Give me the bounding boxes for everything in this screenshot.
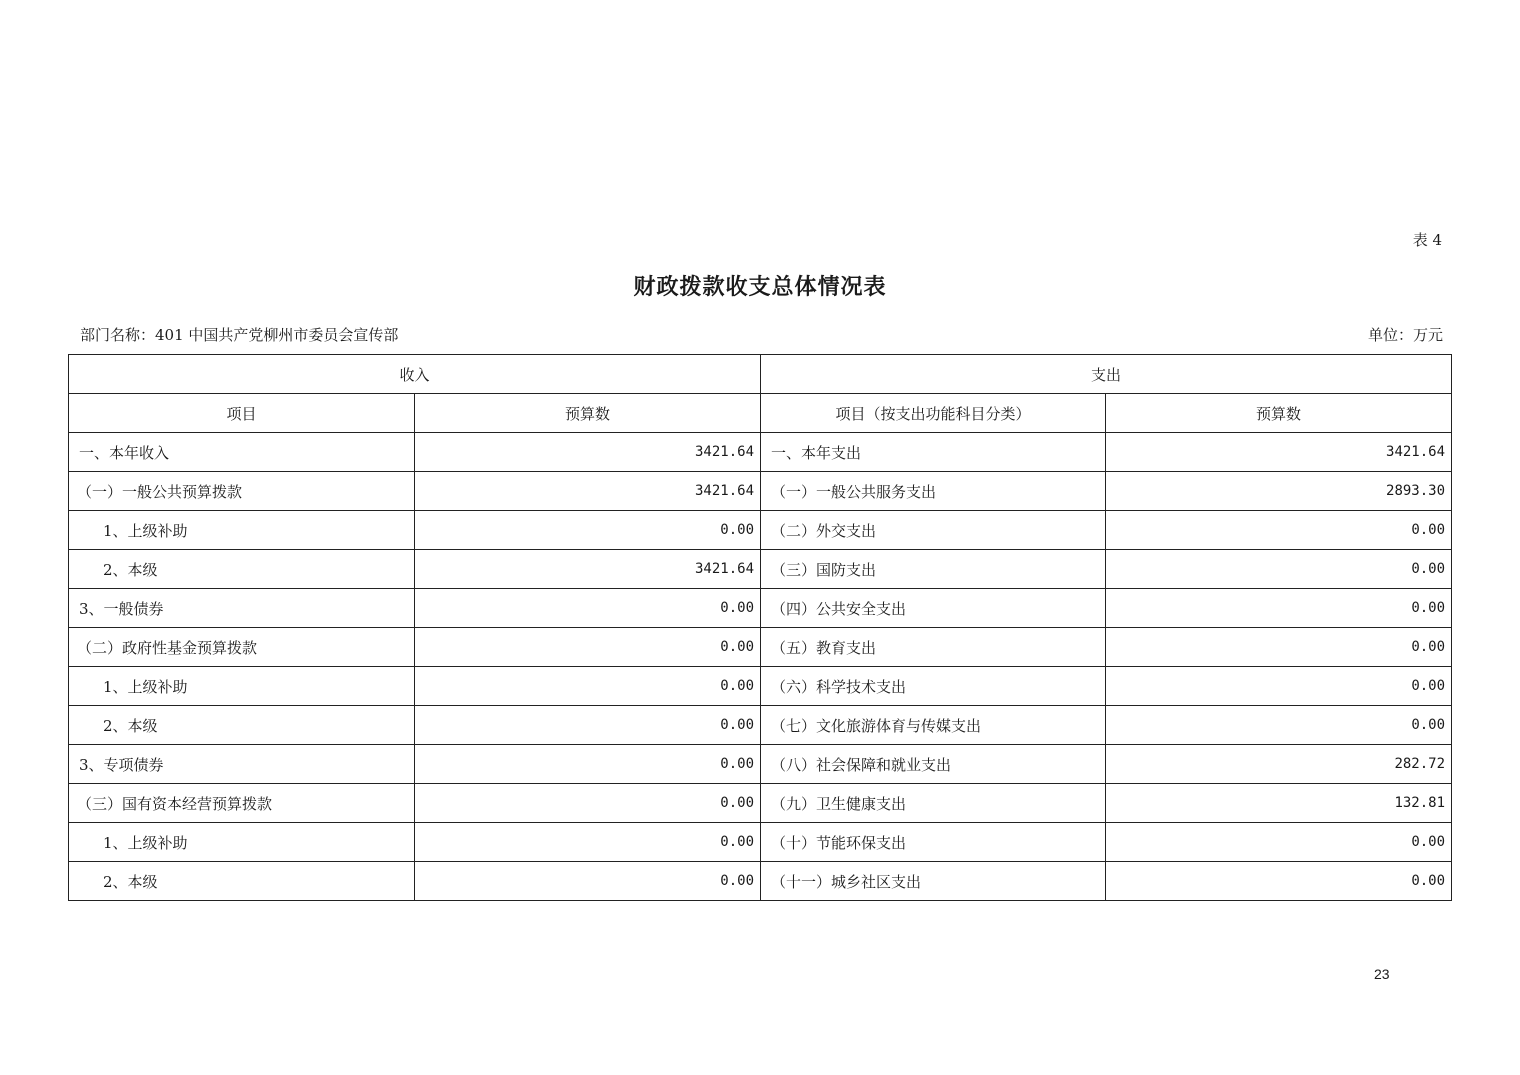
department-name: 401 中国共产党柳州市委员会宣传部 — [155, 326, 399, 344]
income-item-cell: 1、上级补助 — [69, 511, 415, 550]
table-row — [69, 823, 1452, 862]
table-row — [69, 784, 1452, 823]
department-label: 部门名称： — [80, 326, 156, 344]
income-item-cell: 2、本级 — [69, 706, 415, 745]
income-amount-cell: 0.00 — [415, 823, 761, 862]
expense-item-cell: （二）外交支出 — [761, 511, 1106, 550]
expense-item-cell: （十）节能环保支出 — [761, 823, 1106, 862]
expense-amount-cell: 3421.64 — [1106, 433, 1452, 472]
expense-amount-cell: 0.00 — [1106, 550, 1452, 589]
income-amount-cell: 0.00 — [415, 784, 761, 823]
income-amount-cell: 0.00 — [415, 589, 761, 628]
table-number: 表 4 — [1412, 231, 1442, 249]
page-title: 财政拨款收支总体情况表 — [633, 274, 887, 300]
expense-amount-cell: 0.00 — [1106, 706, 1452, 745]
income-item-cell: 2、本级 — [69, 862, 415, 901]
income-item-cell: 1、上级补助 — [69, 667, 415, 706]
income-item-cell: 3、一般债券 — [69, 589, 415, 628]
expense-amount-cell: 0.00 — [1106, 667, 1452, 706]
income-amount-header: 预算数 — [415, 394, 761, 433]
income-amount-cell: 0.00 — [415, 706, 761, 745]
expense-amount-cell: 0.00 — [1106, 628, 1452, 667]
income-item-cell: 2、本级 — [69, 550, 415, 589]
income-item-cell: 3、专项债券 — [69, 745, 415, 784]
expense-item-header: 项目（按支出功能科目分类） — [761, 394, 1106, 433]
table-row — [69, 472, 1452, 511]
income-amount-cell: 3421.64 — [415, 550, 761, 589]
table-row — [69, 706, 1452, 745]
expense-item-cell: （五）教育支出 — [761, 628, 1106, 667]
table-row — [69, 433, 1452, 472]
table-row — [69, 511, 1452, 550]
expense-item-cell: （一）一般公共服务支出 — [761, 472, 1106, 511]
table-row — [69, 589, 1452, 628]
income-item-cell: （一）一般公共预算拨款 — [69, 472, 415, 511]
expense-group-header: 支出 — [761, 355, 1452, 394]
income-amount-cell: 0.00 — [415, 667, 761, 706]
expense-amount-cell: 132.81 — [1106, 784, 1452, 823]
income-item-cell: （三）国有资本经营预算拨款 — [69, 784, 415, 823]
group-header-row — [69, 355, 1452, 394]
table-row — [69, 628, 1452, 667]
expense-item-cell: （六）科学技术支出 — [761, 667, 1106, 706]
expense-amount-cell: 282.72 — [1106, 745, 1452, 784]
expense-amount-cell: 2893.30 — [1106, 472, 1452, 511]
table-row — [69, 745, 1452, 784]
unit-line — [1368, 324, 1443, 345]
table-row — [69, 550, 1452, 589]
budget-table — [68, 354, 1452, 901]
expense-amount-cell: 0.00 — [1106, 511, 1452, 550]
expense-item-cell: （八）社会保障和就业支出 — [761, 745, 1106, 784]
expense-item-cell: （三）国防支出 — [761, 550, 1106, 589]
unit-label: 单位： — [1367, 326, 1413, 344]
income-item-cell: （二）政府性基金预算拨款 — [69, 628, 415, 667]
expense-item-cell: （七）文化旅游体育与传媒支出 — [761, 706, 1106, 745]
expense-amount-cell: 0.00 — [1106, 589, 1452, 628]
expense-item-cell: （九）卫生健康支出 — [761, 784, 1106, 823]
income-amount-cell: 0.00 — [415, 628, 761, 667]
income-item-cell: 1、上级补助 — [69, 823, 415, 862]
income-amount-cell: 0.00 — [415, 862, 761, 901]
expense-amount-cell: 0.00 — [1106, 823, 1452, 862]
expense-amount-cell: 0.00 — [1106, 862, 1452, 901]
income-amount-cell: 3421.64 — [415, 433, 761, 472]
expense-item-cell: 一、本年支出 — [761, 433, 1106, 472]
expense-item-cell: （十一）城乡社区支出 — [761, 862, 1106, 901]
income-amount-cell: 0.00 — [415, 511, 761, 550]
table-row — [69, 667, 1452, 706]
expense-item-cell: （四）公共安全支出 — [761, 589, 1106, 628]
income-group-header: 收入 — [69, 355, 761, 394]
expense-amount-header: 预算数 — [1106, 394, 1452, 433]
income-item-cell: 一、本年收入 — [69, 433, 415, 472]
table-row — [69, 862, 1452, 901]
income-amount-cell: 0.00 — [415, 745, 761, 784]
income-item-header: 项目 — [69, 394, 415, 433]
column-header-row — [69, 394, 1452, 433]
unit-value: 万元 — [1412, 326, 1443, 344]
page-number: 23 — [1374, 966, 1390, 982]
income-amount-cell: 3421.64 — [415, 472, 761, 511]
department-line — [80, 324, 398, 345]
